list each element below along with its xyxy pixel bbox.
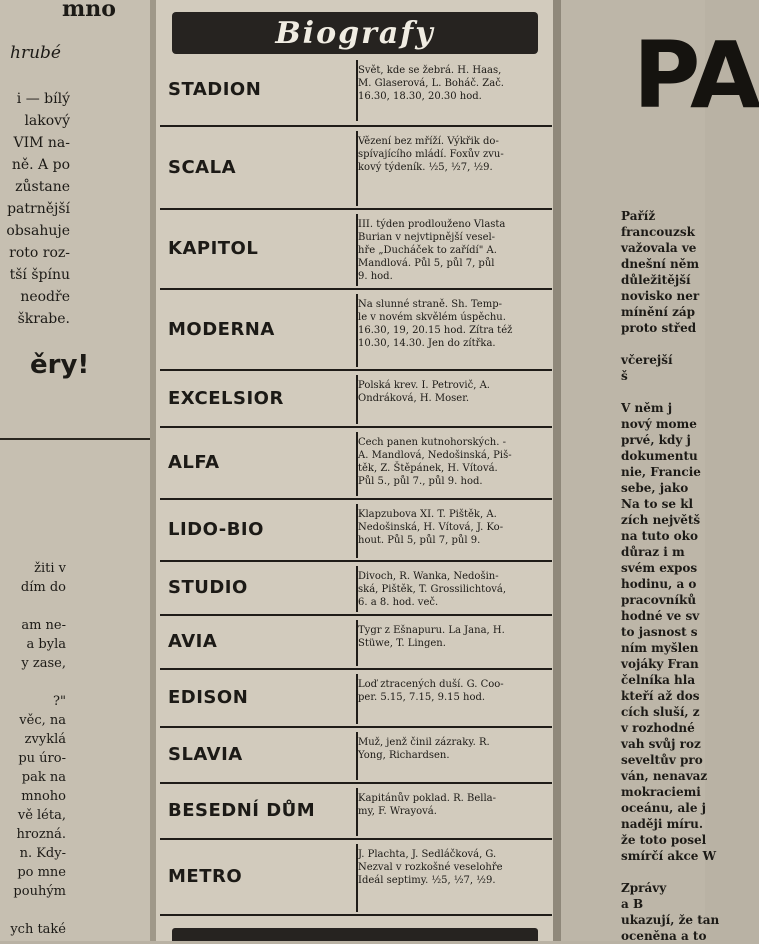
left-text-line: škrabe.	[17, 311, 70, 327]
right-text-line: hodné ve sv	[621, 609, 700, 623]
cinema-row	[160, 125, 552, 210]
left-text-line: mnoho	[21, 789, 66, 804]
right-text-line: mínění záp	[621, 305, 696, 319]
left-text-line: tší špínu	[9, 267, 70, 283]
cinema-name: EDISON	[168, 687, 249, 708]
cinema-name: ALFA	[168, 452, 220, 473]
right-text-line: kteří až dos	[621, 689, 700, 703]
cinema-program: J. Plachta, J. Sedláčková, G. Nezval v rozkošné veselohře Ideál septimy. ½5, ½7, ½9.	[358, 849, 503, 886]
cinema-name: SLAVIA	[168, 744, 243, 765]
right-headline: PA	[633, 22, 759, 129]
left-text-line: zvyklá	[24, 732, 66, 747]
right-text-line: čelníka hla	[621, 673, 696, 687]
right-text-line: v rozhodné	[621, 721, 695, 735]
bottom-rule	[160, 914, 552, 916]
right-text-line: vojáky Fran	[621, 657, 699, 671]
page-fold-left	[150, 0, 156, 941]
right-page	[561, 0, 759, 943]
cinema-row	[160, 208, 552, 290]
right-text-line: ukazují, že tan	[621, 913, 720, 927]
cinema-name: BESEDNÍ DŮM	[168, 800, 316, 821]
cinema-name: METRO	[168, 866, 243, 887]
left-big-text: ěry!	[30, 350, 90, 380]
right-text-line: prvé, kdy j	[621, 433, 691, 447]
left-headline: mno	[62, 0, 116, 22]
right-text-line: sebe, jako	[621, 481, 689, 495]
left-text-line: y zase,	[21, 656, 66, 671]
cinema-name: STUDIO	[168, 577, 248, 598]
right-text-line: nový mome	[621, 417, 697, 431]
cinema-program: Kapitánův poklad. R. Bella- my, F. Wrayová.	[358, 793, 497, 817]
cinema-row	[160, 782, 552, 840]
right-text-line: ván, nenavaz	[621, 769, 708, 783]
left-text-line: patrnější	[7, 201, 70, 217]
left-column	[0, 0, 150, 941]
left-text-line: pouhým	[13, 884, 66, 899]
left-italic-text: hrubé	[10, 43, 61, 63]
cinema-program: Cech panen kutnohorských. - A. Mandlová, Nedošinská, Piš- těk, Z. Štěpánek, H. Vítová. Půl 5., půl 7., půl 9. hod.	[358, 437, 512, 487]
left-text-line: ?"	[53, 694, 66, 709]
right-text-line: na tuto oko	[621, 529, 698, 543]
cinema-row	[160, 288, 552, 371]
right-text-line: to jasnost s	[621, 625, 698, 639]
cinema-name: LIDO-BIO	[168, 519, 264, 540]
right-text-line: š	[621, 369, 628, 383]
left-text-line: VIM na-	[13, 135, 70, 151]
cinema-row	[160, 560, 552, 616]
cinema-program: Na slunné straně. Sh. Temp- le v novém skvělém úspěchu. 16.30, 19, 20.15 hod. Zítra též 10.30, 14.30. Jen do zítřka.	[358, 299, 513, 349]
left-text-line: vě léta,	[17, 808, 66, 823]
cinema-row	[160, 56, 552, 125]
cinema-program: Tygr z Ešnapuru. La Jana, H. Stüwe, T. Lingen.	[358, 625, 505, 649]
right-text-line: Zprávy	[621, 881, 667, 895]
right-text-line: važovala ve	[621, 241, 697, 255]
cinema-program: Vězení bez mříží. Výkřik do- spívajícího mládí. Foxův zvu- kový týdeník. ½5, ½7, ½9.	[358, 136, 504, 173]
cinema-row	[160, 369, 552, 428]
cinema-program: Loď ztracených duší. G. Coo- per. 5.15, 7.15, 9.15 hod.	[358, 679, 504, 703]
cinema-program: Polská krev. I. Petrovič, A. Ondráková, H. Moser.	[358, 380, 490, 404]
right-text-line: dokumentu	[621, 449, 698, 463]
right-text-line: vah svůj roz	[621, 737, 701, 751]
right-text-line: nie, Francie	[621, 465, 701, 479]
right-text-line: důležitější	[621, 273, 691, 287]
cinema-name: EXCELSIOR	[168, 387, 284, 409]
cinema-name: AVIA	[168, 631, 218, 652]
left-text-line: hrozná.	[16, 827, 66, 842]
left-text-line: obsahuje	[6, 223, 70, 239]
left-text-line: zůstane	[15, 179, 70, 195]
left-text-line: a byla	[26, 637, 66, 652]
right-text-line: zích největš	[621, 513, 701, 527]
right-text-line: svém expos	[621, 561, 698, 575]
cinema-row	[160, 426, 552, 500]
right-text-line: hodinu, a o	[621, 577, 697, 591]
cinema-program: III. týden prodlouženo Vlasta Burian v nejvtipnější vesel- hře „Ducháček to zařídí" A. Mandlová. Půl 5, půl 7, půl 9. hod.	[358, 219, 506, 282]
right-text-line: ním myšlen	[621, 641, 699, 655]
cinema-name: MODERNA	[168, 318, 275, 340]
right-text-line: Paříž	[621, 209, 656, 223]
right-text-line: a B	[621, 897, 644, 911]
left-text-line: žiti v	[34, 561, 66, 576]
right-text-line: francouzsk	[621, 225, 695, 239]
left-text-line: ně. A po	[11, 157, 70, 173]
cinema-row	[160, 498, 552, 562]
right-text-line: včerejší	[621, 353, 673, 367]
cinema-listings	[160, 0, 555, 941]
right-text-line: cích sluší, z	[621, 705, 700, 719]
header-title: Biografy	[275, 15, 435, 51]
cinema-program: Muž, jenž činil zázraky. R. Yong, Richardsen.	[358, 737, 490, 761]
left-column-rule	[0, 438, 150, 440]
cinema-row	[160, 614, 552, 670]
right-text-line: že toto posel	[621, 833, 707, 847]
left-text-line: neodře	[20, 289, 70, 305]
left-text-line: věc, na	[19, 713, 66, 728]
left-text-line: am ne-	[21, 618, 66, 633]
bottom-banner	[172, 928, 538, 941]
cinema-program: Svět, kde se žebrá. H. Haas, M. Glaserová, L. Boháč. Zač. 16.30, 18.30, 20.30 hod.	[358, 65, 504, 102]
right-text-line: naději míru.	[621, 817, 704, 831]
right-text-line: pracovníků	[621, 593, 697, 607]
right-text-line: oceánu, ale j	[621, 801, 707, 815]
left-text-line: pu úro-	[18, 751, 66, 766]
right-text-line: důraz i m	[621, 545, 685, 559]
left-text-line: n. Kdy-	[19, 846, 66, 861]
cinema-name: KAPITOL	[168, 238, 259, 259]
cinema-row	[160, 838, 552, 916]
cinema-program: Divoch, R. Wanka, Nedošin- ská, Pištěk, T. Grossilichtová, 6. a 8. hod. več.	[358, 571, 506, 608]
right-text-line: dnešní něm	[621, 257, 700, 271]
cinema-name: SCALA	[168, 156, 237, 178]
right-text-line: smírčí akce W	[621, 849, 717, 863]
left-text-line: dím do	[20, 580, 66, 595]
right-text-line: seveltův pro	[621, 753, 703, 767]
right-text-line: novisko ner	[621, 289, 700, 303]
cinema-name: STADION	[168, 78, 262, 100]
left-text-line: i — bílý	[16, 91, 70, 107]
cinema-program: Klapzubova XI. T. Pištěk, A. Nedošinská, H. Vítová, J. Ko- hout. Půl 5, půl 7, půl 9.	[358, 509, 504, 546]
left-text-line: roto roz-	[9, 245, 70, 261]
left-text-line: pak na	[21, 770, 66, 785]
header-banner	[172, 12, 538, 54]
right-text-line: mokraciemi	[621, 785, 701, 799]
right-text-line: oceněna a to	[621, 929, 707, 943]
cinema-row	[160, 668, 552, 728]
left-text-line: po mne	[17, 865, 66, 880]
left-text-line: lakový	[24, 113, 70, 129]
left-text-line: ych také	[10, 922, 66, 937]
right-text-line: Na to se kl	[621, 497, 694, 511]
cinema-row	[160, 726, 552, 784]
right-text-line: V něm j	[621, 401, 673, 415]
right-text-line: proto střed	[621, 321, 697, 335]
